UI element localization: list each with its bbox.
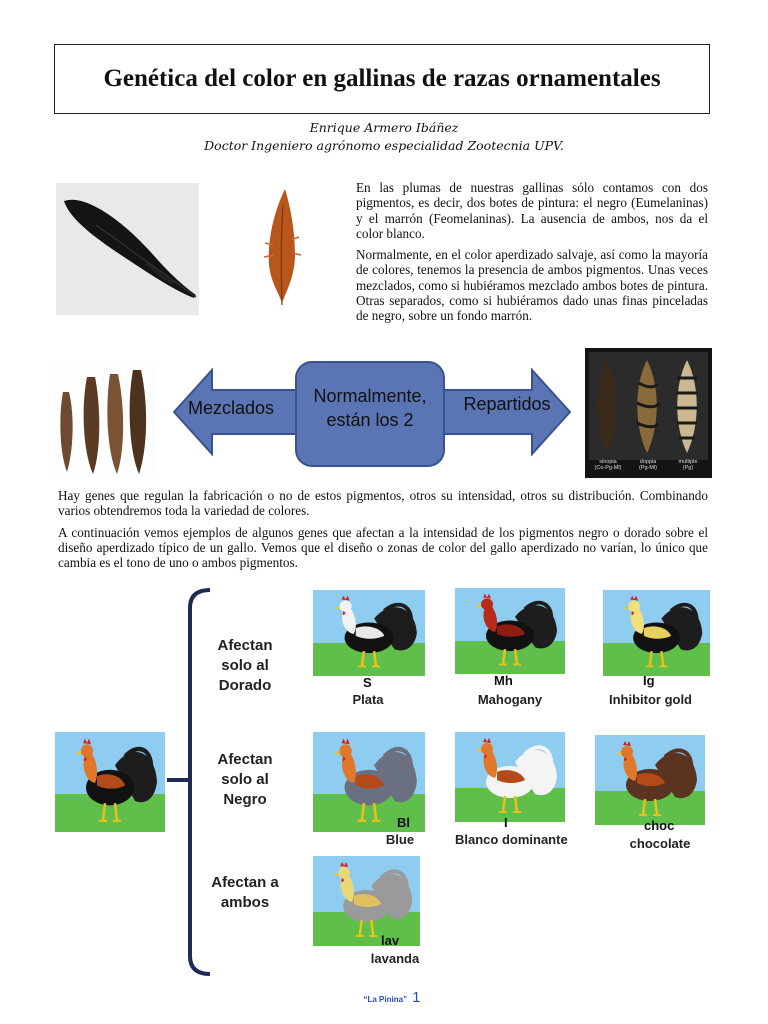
body-paragraph-1: Hay genes que regulan la fabricación o no de estos pigmentos, otros su intensidad, otros su distribución. Combinando varios obtendremos toda la variedad de colores. <box>58 488 708 519</box>
gene-name-blue: Blue <box>385 832 415 847</box>
brown-feather-image <box>255 185 310 310</box>
arrow-label-center <box>296 384 444 432</box>
gene-name-inhibitor-gold: Inhibitor gold <box>608 692 693 707</box>
author-affiliation: Doctor Ingeniero agrónomo especialidad Zootecnia UPV. <box>204 138 564 153</box>
rooster-wild-card <box>55 732 165 832</box>
arrow-label-right: Repartidos <box>463 394 551 414</box>
feather-label-c: multiple (Pg) <box>678 459 698 471</box>
rooster-lavanda-card <box>313 856 420 946</box>
arrow-center-line-1: Normalmente, <box>313 386 427 406</box>
gene-code-bl: Bl <box>397 815 410 830</box>
footer-label: “La Pinina” <box>363 995 408 1004</box>
footer <box>352 987 432 1006</box>
feather-label-b: doppia (Pg-Ml) <box>638 459 658 471</box>
body-paragraph-2: A continuación vemos ejemplos de algunos genes que afectan a la intensidad de los pigmentos negro o dorado sobre el diseño aperdizado típico de un gallo. Vemos que el diseño o zonas de color del gallo aperdizado no varían, lo único que cambia es el tono de uno o ambos pigmentos. <box>58 524 708 571</box>
intro-paragraph-1: En las plumas de nuestras gallinas sólo contamos con dos pigmentos, es decir, dos botes de pintura: el negro (Eumelaninas) y el marrón (Feomelaninas). La ausencia de ambos, nos da el color blanco. <box>356 180 708 241</box>
rooster-plata-illustration <box>313 590 425 676</box>
gene-code-s: S <box>363 675 372 690</box>
group-label-dorado: Afectan solo al Dorado <box>217 637 273 694</box>
author-name: Enrique Armero Ibáñez <box>309 120 459 135</box>
gene-code-i: I <box>504 815 508 830</box>
arrow-center-line-2: están los 2 <box>326 410 414 430</box>
feather-label-a: sinopia (Co-Pg-Ml) <box>594 459 622 471</box>
rooster-chocolate-card <box>595 735 705 825</box>
title-box <box>54 44 710 114</box>
rooster-blanco-dominante-card <box>455 732 565 822</box>
black-feather-image <box>56 183 199 315</box>
intro-text <box>356 180 708 330</box>
gene-code-ig: Ig <box>643 673 655 688</box>
mixed-feathers-image <box>55 362 155 477</box>
rooster-chocolate-illustration <box>595 735 705 825</box>
gene-name-mahogany: Mahogany <box>477 692 543 707</box>
rooster-inhibitor-gold-card <box>603 590 710 676</box>
page-title: Genética del color en gallinas de razas ornamentales <box>103 65 661 92</box>
body-text <box>58 488 708 576</box>
group-label-negro: Afectan solo al Negro <box>217 751 273 808</box>
rooster-blanco-dominante-illustration <box>455 732 565 822</box>
rooster-wild-illustration <box>55 732 165 832</box>
gene-code-choc: choc <box>644 818 675 833</box>
rooster-mahogany-card <box>455 588 565 674</box>
page-number: 1 <box>412 989 421 1006</box>
intro-paragraph-2: Normalmente, en el color aperdizado salvaje, así como la mayoría de colores, tenemos la presencia de ambos pigmentos. Unas veces mezclados, como si hubiéramos mezclado ambos botes de pintura. Otras separados, como si hubiéramos dado unas finas pinceladas de negro, sobre un fondo marrón. <box>356 247 708 324</box>
gene-name-blanco-dominante: Blanco dominante <box>455 832 568 847</box>
gene-name-chocolate: chocolate <box>629 836 691 851</box>
group-label-ambos: Afectan a ambos <box>211 874 279 911</box>
gene-name-plata: Plata <box>352 692 384 707</box>
gene-code-mh: Mh <box>494 673 513 688</box>
rooster-lavanda-illustration <box>313 856 420 946</box>
rooster-plata-card <box>313 590 425 676</box>
arrow-label-left: Mezclados <box>187 398 275 418</box>
rooster-inhibitor-gold-illustration <box>603 590 710 676</box>
gene-name-lavanda: lavanda <box>370 951 420 966</box>
gene-code-lav: lav <box>381 933 400 948</box>
rooster-mahogany-illustration <box>455 588 565 674</box>
